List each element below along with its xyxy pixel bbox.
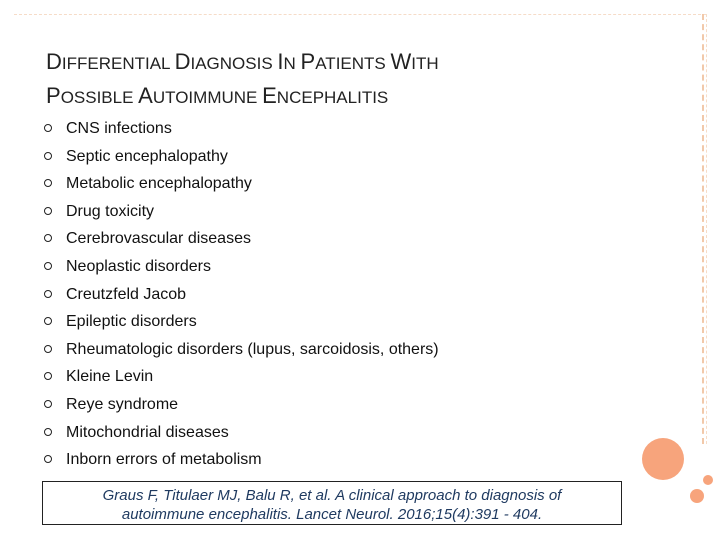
list-item [44, 170, 439, 198]
title-word: IAGNOSIS [190, 54, 278, 73]
slide-title [46, 46, 646, 114]
diagnosis-list [44, 115, 439, 474]
right-dashed-border [702, 14, 704, 444]
list-item-text: Creutzfeld Jacob [66, 285, 187, 303]
list-item-text: Epileptic disorders [66, 313, 197, 331]
list-item-text: Neoplastic disorders [66, 257, 211, 275]
right-dashed-border-inner [706, 14, 707, 444]
list-item-text: Drug toxicity [66, 202, 155, 220]
title-word: ATIENTS [315, 54, 391, 73]
list-item-text: Rheumatologic disorders (lupus, sarcoidosis, others) [66, 340, 439, 358]
title-word: N [283, 54, 301, 73]
circle-bullet-icon [44, 234, 52, 242]
circle-bullet-icon [44, 400, 52, 408]
title-capital: P [46, 83, 61, 108]
title-capital: W [390, 49, 412, 74]
top-dashed-border [14, 14, 706, 15]
list-item [44, 446, 439, 474]
circle-bullet-icon [44, 207, 52, 215]
reference-line-1: Graus F, Titulaer MJ, Balu R, et al. A clinical approach to diagnosis of [102, 487, 562, 504]
list-item-text: CNS infections [66, 120, 172, 137]
list-item-text: Cerebrovascular diseases [66, 230, 251, 248]
title-line-2 [46, 80, 646, 114]
list-item [44, 225, 439, 253]
decorative-circle-large [642, 438, 684, 480]
list-item [44, 419, 439, 447]
title-word: ITH [411, 54, 439, 73]
circle-bullet-icon [44, 345, 52, 353]
circle-bullet-icon [44, 372, 52, 380]
circle-bullet-icon [44, 179, 52, 187]
reference-box [42, 481, 622, 525]
circle-bullet-icon [44, 152, 52, 160]
circle-bullet-icon [44, 455, 52, 463]
list-item [44, 198, 439, 226]
list-item [44, 281, 439, 309]
list-item [44, 308, 439, 336]
title-capital: D [46, 49, 62, 74]
circle-bullet-icon [44, 262, 52, 270]
circle-bullet-icon [44, 428, 52, 436]
decorative-circle-tiny [703, 475, 713, 485]
list-item [44, 253, 439, 281]
list-item-text: Metabolic encephalopathy [66, 175, 252, 193]
title-word: IFFERENTIAL [61, 54, 175, 73]
reference-line-2: autoimmune encephalitis. Lancet Neurol. 2016;15(4):391 - 404. [121, 506, 543, 523]
title-word: NCEPHALITIS [276, 88, 389, 107]
list-item [44, 143, 439, 171]
circle-bullet-icon [44, 124, 52, 132]
decorative-circle-small [690, 489, 704, 503]
circle-bullet-icon [44, 317, 52, 325]
list-item [44, 391, 439, 419]
title-capital: P [300, 49, 316, 74]
list-item [44, 115, 439, 143]
title-line-1 [46, 46, 646, 80]
list-item [44, 363, 439, 391]
list-item-text: Mitochondrial diseases [66, 423, 229, 441]
title-capital: D [174, 49, 191, 74]
title-capital: I [277, 49, 284, 74]
title-word: UTOIMMUNE [152, 88, 263, 107]
list-item-text: Kleine Levin [66, 368, 154, 386]
list-item [44, 336, 439, 364]
title-word: OSSIBLE [60, 88, 139, 107]
list-item-text: Reye syndrome [66, 395, 179, 413]
title-capital: E [262, 83, 277, 108]
title-capital: A [138, 83, 153, 108]
list-item-text: Inborn errors of metabolism [66, 451, 262, 469]
circle-bullet-icon [44, 290, 52, 298]
list-item-text: Septic encephalopathy [66, 147, 228, 165]
